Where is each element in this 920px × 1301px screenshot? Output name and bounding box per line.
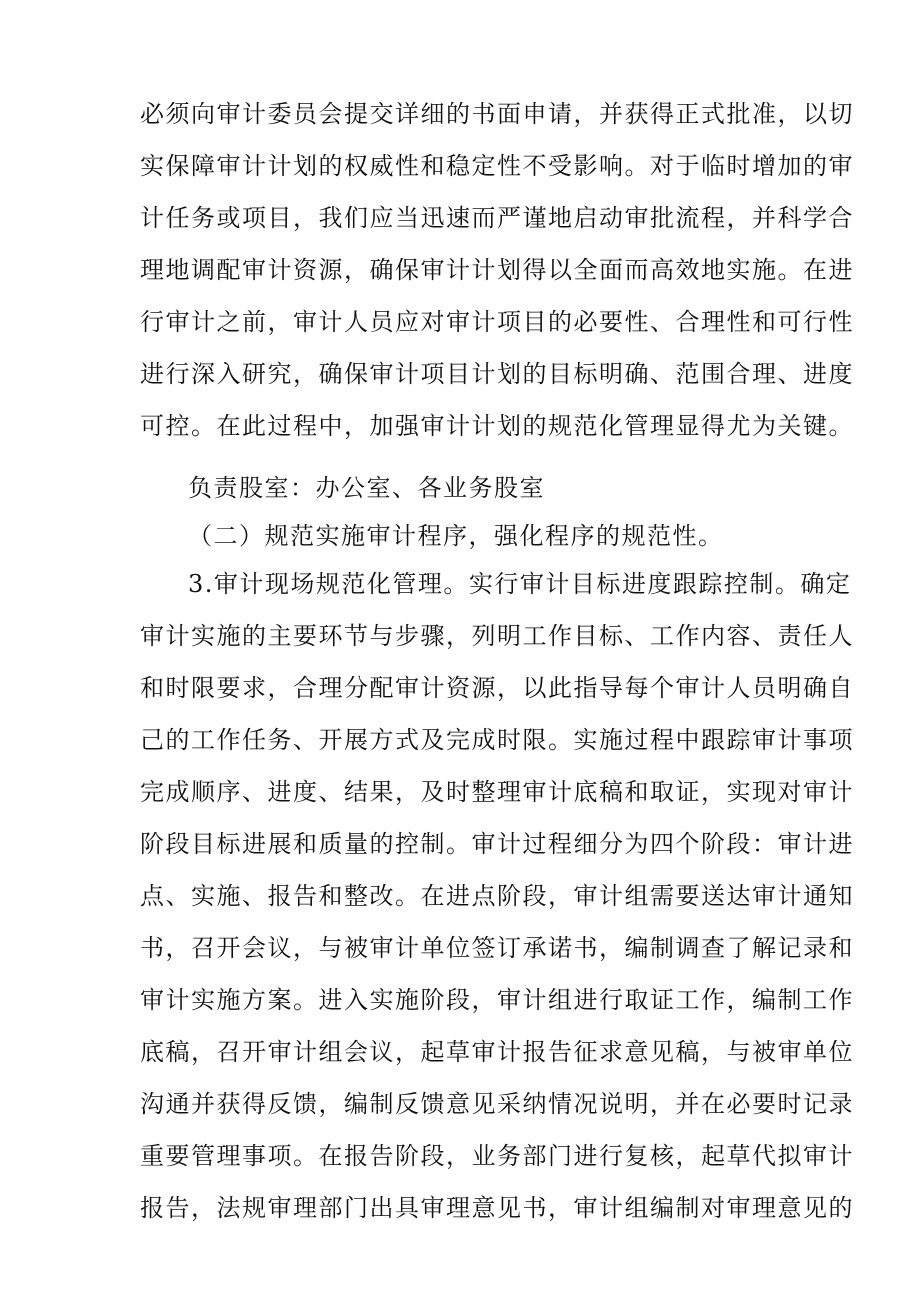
- paragraph1-line: 进行深入研究，确保审计项目计划的目标明确、范围合理、进度: [140, 360, 854, 388]
- paragraph2-line: 3.审计现场规范化管理。实行审计目标进度跟踪控制。确定: [188, 570, 852, 598]
- paragraph1-line: 行审计之前，审计人员应对审计项目的必要性、合理性和可行性: [140, 308, 854, 336]
- paragraph2-line: 阶段目标进展和质量的控制。审计过程细分为四个阶段：审计进: [140, 830, 854, 858]
- paragraph1-line: 可控。在此过程中，加强审计计划的规范化管理显得尤为关键。: [140, 412, 854, 440]
- paragraph2-line: 审计实施的主要环节与步骤，列明工作目标、工作内容、责任人: [140, 622, 854, 650]
- paragraph2-line: 和时限要求，合理分配审计资源，以此指导每个审计人员明确自: [140, 674, 854, 702]
- paragraph2-line: 报告，法规审理部门出具审理意见书，审计组编制对审理意见的: [140, 1194, 854, 1222]
- paragraph1-line: 实保障审计计划的权威性和稳定性不受影响。对于临时增加的审: [140, 152, 854, 180]
- section-heading: （二）规范实施审计程序，强化程序的规范性。: [188, 522, 724, 550]
- paragraph2-line: 沟通并获得反馈，编制反馈意见采纳情况说明，并在必要时记录: [140, 1090, 854, 1118]
- paragraph2-line: 重要管理事项。在报告阶段，业务部门进行复核，起草代拟审计: [140, 1142, 854, 1170]
- paragraph1-line: 计任务或项目，我们应当迅速而严谨地启动审批流程，并科学合: [140, 204, 854, 232]
- paragraph2-line: 审计实施方案。进入实施阶段，审计组进行取证工作，编制工作: [140, 986, 854, 1014]
- responsible-department: 负责股室：办公室、各业务股室: [188, 474, 545, 502]
- paragraph1-line: 必须向审计委员会提交详细的书面申请，并获得正式批准，以切: [140, 100, 854, 128]
- paragraph2-line: 完成顺序、进度、结果，及时整理审计底稿和取证，实现对审计: [140, 778, 854, 806]
- paragraph2-line: 底稿，召开审计组会议，起草审计报告征求意见稿，与被审单位: [140, 1038, 854, 1066]
- paragraph2-line: 己的工作任务、开展方式及完成时限。实施过程中跟踪审计事项: [140, 726, 854, 754]
- paragraph2-line: 点、实施、报告和整改。在进点阶段，审计组需要送达审计通知: [140, 882, 854, 910]
- paragraph2-line: 书，召开会议，与被审计单位签订承诺书，编制调查了解记录和: [140, 934, 854, 962]
- paragraph1-line: 理地调配审计资源，确保审计计划得以全面而高效地实施。在进: [140, 256, 854, 284]
